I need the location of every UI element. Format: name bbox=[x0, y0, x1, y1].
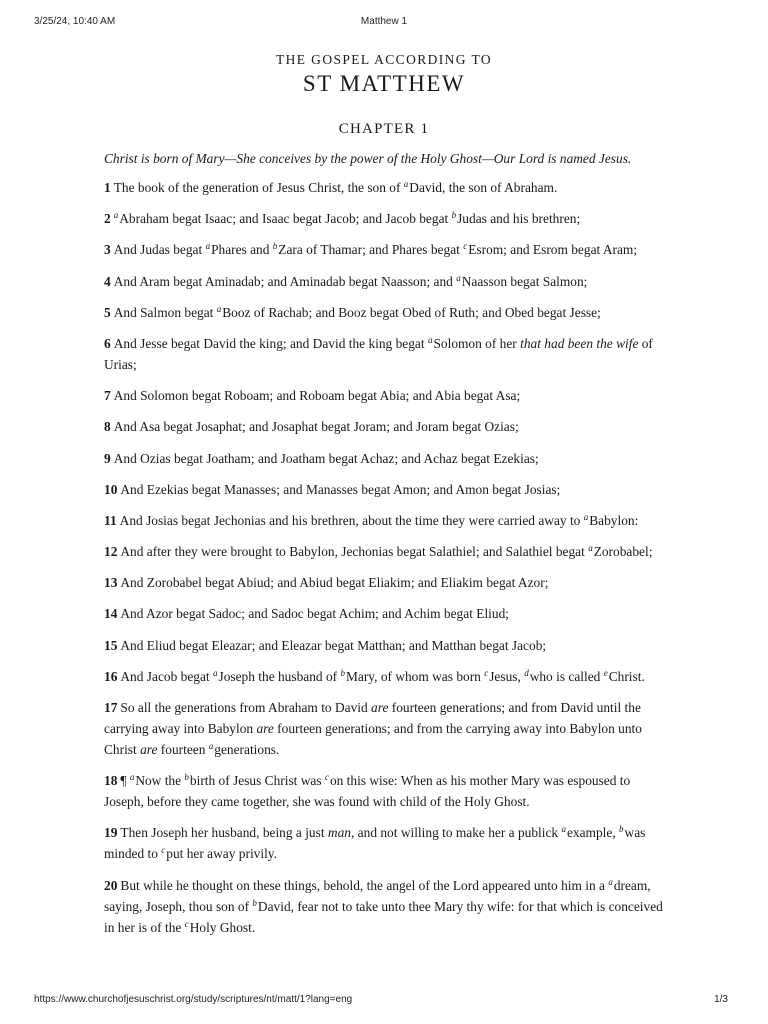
verse bbox=[104, 635, 664, 656]
print-footer bbox=[0, 994, 768, 1014]
verse-text: ¶ bbox=[120, 773, 130, 789]
verse-number[interactable]: 20 bbox=[104, 877, 118, 893]
verse-number[interactable]: 11 bbox=[104, 512, 117, 528]
verse bbox=[104, 479, 664, 500]
footnote-marker[interactable]: a bbox=[113, 210, 119, 221]
verse-text: Solomon of her bbox=[433, 335, 521, 351]
verse-text: and not willing to make her a publick bbox=[354, 825, 562, 841]
verse-number[interactable]: 16 bbox=[104, 668, 118, 684]
verse-text: Naasson begat Salmon; bbox=[461, 273, 588, 289]
verse-text: David, the son of Abraham. bbox=[409, 180, 558, 195]
footnote-marker[interactable]: a bbox=[208, 741, 214, 751]
verse-text: on this wise: When as his mother Mary was espoused to Joseph, before they came together, she was found with child of the Holy Ghost. bbox=[104, 773, 631, 810]
print-page-number: 1/3 bbox=[714, 994, 728, 1005]
verse-text: Esrom; and Esrom begat Aram; bbox=[468, 242, 638, 258]
verse-text: dream, saying, Joseph, thou son of bbox=[104, 877, 651, 914]
verse-text: Babylon: bbox=[589, 512, 639, 528]
footnote-marker[interactable]: a bbox=[583, 511, 589, 522]
verse bbox=[104, 572, 664, 593]
chapter-summary: Christ is born of Mary—She conceives by the power of the Holy Ghost—Our Lord is named Jesus. bbox=[104, 151, 632, 166]
footnote-marker[interactable]: a bbox=[212, 667, 218, 678]
verse-text: fourteen generations; and from the carrying away into Babylon unto Christ bbox=[104, 721, 642, 757]
verse-text: Holy Ghost. bbox=[189, 919, 256, 935]
verse-text: So all the generations from Abraham to David bbox=[120, 700, 372, 715]
verse-text: Phares and bbox=[211, 242, 273, 258]
footnote-marker[interactable]: a bbox=[216, 303, 222, 314]
verse-number[interactable]: 2 bbox=[104, 211, 111, 227]
italic-text: that had been the wife bbox=[520, 335, 639, 351]
verse-text: Mary, of whom was born bbox=[345, 668, 485, 684]
verse-text: Zorobabel; bbox=[593, 544, 653, 560]
verse bbox=[104, 302, 664, 323]
print-datetime: 3/25/24, 10:40 AM bbox=[34, 16, 116, 27]
verse-text: Zara of Thamar; and Phares begat bbox=[278, 242, 464, 258]
verse-text: put her away privily. bbox=[166, 846, 277, 862]
verse-number[interactable]: 18 bbox=[104, 773, 118, 789]
verse-text: fourteen bbox=[157, 742, 209, 757]
verse bbox=[104, 448, 664, 469]
footnote-marker[interactable]: c bbox=[463, 241, 468, 252]
verse bbox=[104, 239, 664, 260]
footnote-marker[interactable]: a bbox=[561, 824, 566, 835]
italic-text: man, bbox=[327, 825, 355, 841]
footnote-marker[interactable]: b bbox=[252, 897, 257, 908]
verse bbox=[104, 541, 664, 562]
verse-number[interactable]: 3 bbox=[104, 242, 111, 258]
verse-text: Booz of Rachab; and Booz begat Obed of Ruth; and Obed begat Jesse; bbox=[222, 304, 601, 320]
chapter-heading: CHAPTER 1 bbox=[338, 121, 430, 137]
italic-text: are bbox=[371, 700, 389, 715]
verse-number[interactable]: 10 bbox=[104, 481, 118, 497]
verse-text: Now the bbox=[135, 773, 185, 789]
verse-text: And Solomon begat Roboam; and Roboam begat Abia; and Abia begat Asa; bbox=[113, 388, 521, 404]
footnote-marker[interactable]: c bbox=[184, 918, 189, 929]
verse bbox=[104, 271, 664, 292]
footnote-marker[interactable]: a bbox=[129, 772, 135, 783]
verse-text: And Josias begat Jechonias and his brethren, about the time they were carried away to bbox=[119, 512, 584, 528]
verse-text: And Eliud begat Eleazar; and Eleazar begat Matthan; and Matthan begat Jacob; bbox=[120, 637, 547, 653]
verse bbox=[104, 666, 664, 687]
footnote-marker[interactable]: a bbox=[588, 543, 593, 554]
footnote-marker[interactable]: a bbox=[427, 334, 433, 345]
verse-text: was minded to bbox=[104, 825, 646, 862]
verse bbox=[104, 603, 664, 624]
verse bbox=[104, 177, 664, 198]
verse-number[interactable]: 19 bbox=[104, 825, 118, 841]
verse bbox=[104, 697, 664, 760]
verse-text: But while he thought on these things, behold, the angel of the Lord appeared unto him in a bbox=[120, 877, 609, 893]
footnote-marker[interactable]: b bbox=[184, 772, 189, 783]
verse bbox=[104, 770, 664, 812]
verse-number[interactable]: 4 bbox=[104, 273, 111, 289]
verse-text: And Salmon begat bbox=[113, 304, 217, 320]
verse-text: And Jesse begat David the king; and David the king begat bbox=[113, 335, 428, 351]
book-kicker: THE GOSPEL ACCORDING TO bbox=[275, 52, 493, 67]
verse-number[interactable]: 12 bbox=[104, 544, 118, 560]
verse-number[interactable]: 7 bbox=[104, 388, 111, 404]
verse-text: Christ. bbox=[608, 668, 645, 684]
verse-text: And Jacob begat bbox=[120, 668, 213, 684]
verse-text: Judas and his brethren; bbox=[457, 211, 581, 227]
verse bbox=[104, 510, 664, 531]
verse-text: And Ozias begat Joatham; and Joatham begat Achaz; and Achaz begat Ezekias; bbox=[113, 450, 539, 466]
verse bbox=[104, 208, 664, 229]
print-url: https://www.churchofjesuschrist.org/study/scriptures/nt/matt/1?lang=eng bbox=[34, 994, 353, 1005]
verse-number[interactable]: 14 bbox=[104, 606, 118, 622]
italic-text: are bbox=[140, 742, 158, 757]
footnote-marker[interactable]: a bbox=[403, 179, 409, 189]
verse-number[interactable]: 6 bbox=[104, 335, 111, 351]
verse bbox=[104, 875, 664, 938]
verse-number[interactable]: 8 bbox=[104, 419, 111, 435]
print-header bbox=[0, 16, 768, 36]
verse-list bbox=[104, 177, 664, 938]
footnote-marker[interactable]: b bbox=[272, 241, 278, 252]
verse bbox=[104, 385, 664, 406]
verse-text: generations. bbox=[214, 742, 280, 757]
verse-number[interactable]: 17 bbox=[104, 700, 118, 715]
verse-text: And Zorobabel begat Abiud; and Abiud begat Eliakim; and Eliakim begat Azor; bbox=[120, 575, 549, 591]
footnote-marker[interactable]: c bbox=[324, 772, 329, 783]
verse-number[interactable]: 15 bbox=[104, 637, 118, 653]
verse-text: David, fear not to take unto thee Mary thy wife: for that which is conceived in her is of the bbox=[104, 898, 663, 935]
verse-text: Then Joseph her husband, being a just bbox=[120, 825, 328, 841]
verse-text: example, bbox=[566, 825, 620, 841]
verse bbox=[104, 822, 664, 864]
footnote-marker[interactable]: b bbox=[619, 824, 624, 835]
verse-text: Jesus, bbox=[489, 668, 525, 684]
verse bbox=[104, 333, 664, 375]
scripture-page bbox=[104, 52, 664, 948]
verse-text: And Azor begat Sadoc; and Sadoc begat Achim; and Achim begat Eliud; bbox=[120, 606, 509, 622]
footnote-marker[interactable]: a bbox=[456, 272, 461, 283]
verse-text: Abraham begat Isaac; and Isaac begat Jacob; and Jacob begat bbox=[119, 211, 452, 227]
print-page-title: Matthew 1 bbox=[360, 16, 408, 27]
verse-text: birth of Jesus Christ was bbox=[189, 773, 325, 789]
verse-text: And after they were brought to Babylon, Jechonias begat Salathiel; and Salathiel begat bbox=[120, 544, 589, 560]
verse-text: And Judas begat bbox=[113, 242, 206, 258]
book-title: ST MATTHEW bbox=[302, 71, 466, 96]
footnote-marker[interactable]: d bbox=[524, 667, 529, 678]
verse-text: fourteen generations; and from David until the carrying away into Babylon bbox=[104, 700, 641, 736]
verse-text: The book of the generation of Jesus Christ, the son of bbox=[113, 180, 404, 195]
verse-text: And Ezekias begat Manasses; and Manasses begat Amon; and Amon begat Josias; bbox=[120, 481, 561, 497]
verse-text: of Urias; bbox=[104, 335, 653, 372]
italic-text: are bbox=[256, 721, 274, 736]
verse-number[interactable]: 5 bbox=[104, 304, 111, 320]
footnote-marker[interactable]: c bbox=[161, 845, 166, 856]
footnote-marker[interactable]: b bbox=[451, 210, 457, 221]
footnote-marker[interactable]: c bbox=[484, 667, 489, 678]
verse-text: Joseph the husband of bbox=[218, 668, 341, 684]
verse-text: And Aram begat Aminadab; and Aminadab begat Naasson; and bbox=[113, 273, 457, 289]
footnote-marker[interactable]: e bbox=[603, 667, 608, 678]
verse-text: And Asa begat Josaphat; and Josaphat begat Joram; and Joram begat Ozias; bbox=[113, 419, 519, 435]
verse-text: who is called bbox=[529, 668, 604, 684]
footnote-marker[interactable]: a bbox=[608, 876, 613, 887]
verse-number[interactable]: 1 bbox=[104, 180, 111, 195]
verse-number[interactable]: 9 bbox=[104, 450, 111, 466]
verse bbox=[104, 416, 664, 437]
verse-number[interactable]: 13 bbox=[104, 575, 118, 591]
footnote-marker[interactable]: a bbox=[205, 241, 211, 252]
footnote-marker[interactable]: b bbox=[340, 667, 345, 678]
